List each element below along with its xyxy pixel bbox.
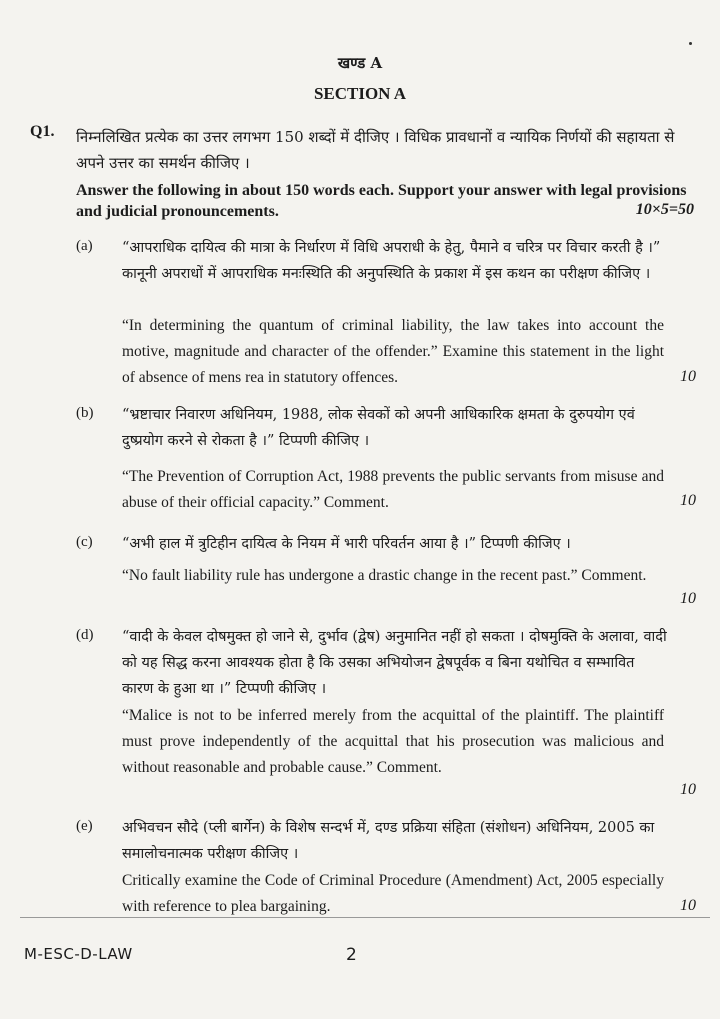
part-b-english: “The Prevention of Corruption Act, 1988 prevents the public servants from misuse and abuse of their official capacity.” Comment. bbox=[122, 468, 664, 511]
part-e-label: (e) bbox=[76, 818, 93, 834]
part-a-english: “In determining the quantum of criminal liability, the law takes into account the motive, magnitude and character of the offender.” Examine this statement in the light of absence of mens rea in statutory offences. bbox=[122, 317, 664, 386]
question-total-marks: 10×5=50 bbox=[635, 201, 694, 218]
part-e-english: Critically examine the Code of Criminal Procedure (Amendment) Act, 2005 especially with reference to plea bargaining. bbox=[122, 872, 664, 915]
part-a-label: (a) bbox=[76, 238, 93, 254]
part-a-marks: 10 bbox=[680, 368, 696, 385]
part-a-hindi: “आपराधिक दायित्व की मात्रा के निर्धारण में विधि अपराधी के हेतु, पैमाने व चरित्र पर विचार करती है ।” कानूनी अपराधों में आपराधिक मनःस्थिति की अनुपस्थिति के प्रकाश में इस कथन का परीक्षण कीजिए । bbox=[122, 240, 661, 282]
part-b-label: (b) bbox=[76, 405, 94, 421]
page-number: 2 bbox=[346, 945, 357, 965]
part-b-hindi: “भ्रष्टाचार निवारण अधिनियम, 1988, लोक सेवकों को अपनी आधिकारिक क्षमता के दुरुपयोग एवं दुष्प्रयोग करने से रोकता है ।” टिप्पणी कीजिए । bbox=[122, 407, 635, 449]
part-d-marks: 10 bbox=[680, 781, 696, 798]
part-e-marks: 10 bbox=[680, 897, 696, 914]
scan-speck bbox=[689, 42, 692, 45]
part-c-english: “No fault liability rule has undergone a drastic change in the recent past.” Comment. bbox=[122, 567, 647, 584]
part-b-marks: 10 bbox=[680, 492, 696, 509]
question-number: Q1. bbox=[30, 123, 55, 140]
section-heading-english: SECTION A bbox=[313, 84, 407, 103]
footer-divider bbox=[20, 917, 710, 918]
part-e-hindi: अभिवचन सौदे (प्ली बार्गेन) के विशेष सन्दर्भ में, दण्ड प्रक्रिया संहिता (संशोधन) अधिनियम, 2005 का समालोचनात्मक परीक्षण कीजिए । bbox=[122, 820, 655, 862]
part-c-label: (c) bbox=[76, 534, 93, 550]
part-d-hindi: “वादी के केवल दोषमुक्त हो जाने से, दुर्भाव (द्वेष) अनुमानित नहीं हो सकता । दोषमुक्ति के अलावा, वादी को यह सिद्ध करना आवश्यक होता है कि उसका अभियोजन द्वेषपूर्वक व बिना यथोचित व सम्भावित कारण के हुआ था ।” टिप्पणी कीजिए । bbox=[122, 629, 667, 697]
part-c-hindi: “अभी हाल में त्रुटिहीन दायित्व के नियम में भारी परिवर्तन आया है ।” टिप्पणी कीजिए । bbox=[122, 536, 571, 552]
part-d-label: (d) bbox=[76, 627, 94, 643]
section-heading-hindi: खण्ड A bbox=[337, 54, 383, 72]
paper-code: M-ESC-D-LAW bbox=[24, 945, 133, 963]
question-instruction-hindi: निम्नलिखित प्रत्येक का उत्तर लगभग 150 शब्दों में दीजिए । विधिक प्रावधानों व न्यायिक निर्णयों की सहायता से अपने उत्तर का समर्थन कीजिए । bbox=[76, 128, 675, 172]
question-instruction-english: Answer the following in about 150 words each. Support your answer with legal provisions and judicial pronouncements. bbox=[76, 182, 687, 220]
part-c-marks: 10 bbox=[680, 590, 696, 607]
part-d-english: “Malice is not to be inferred merely from the acquittal of the plaintiff. The plaintiff must prove independently of the acquittal that his prosecution was malicious and without reasonable and probable cause.” Comment. bbox=[122, 707, 664, 776]
